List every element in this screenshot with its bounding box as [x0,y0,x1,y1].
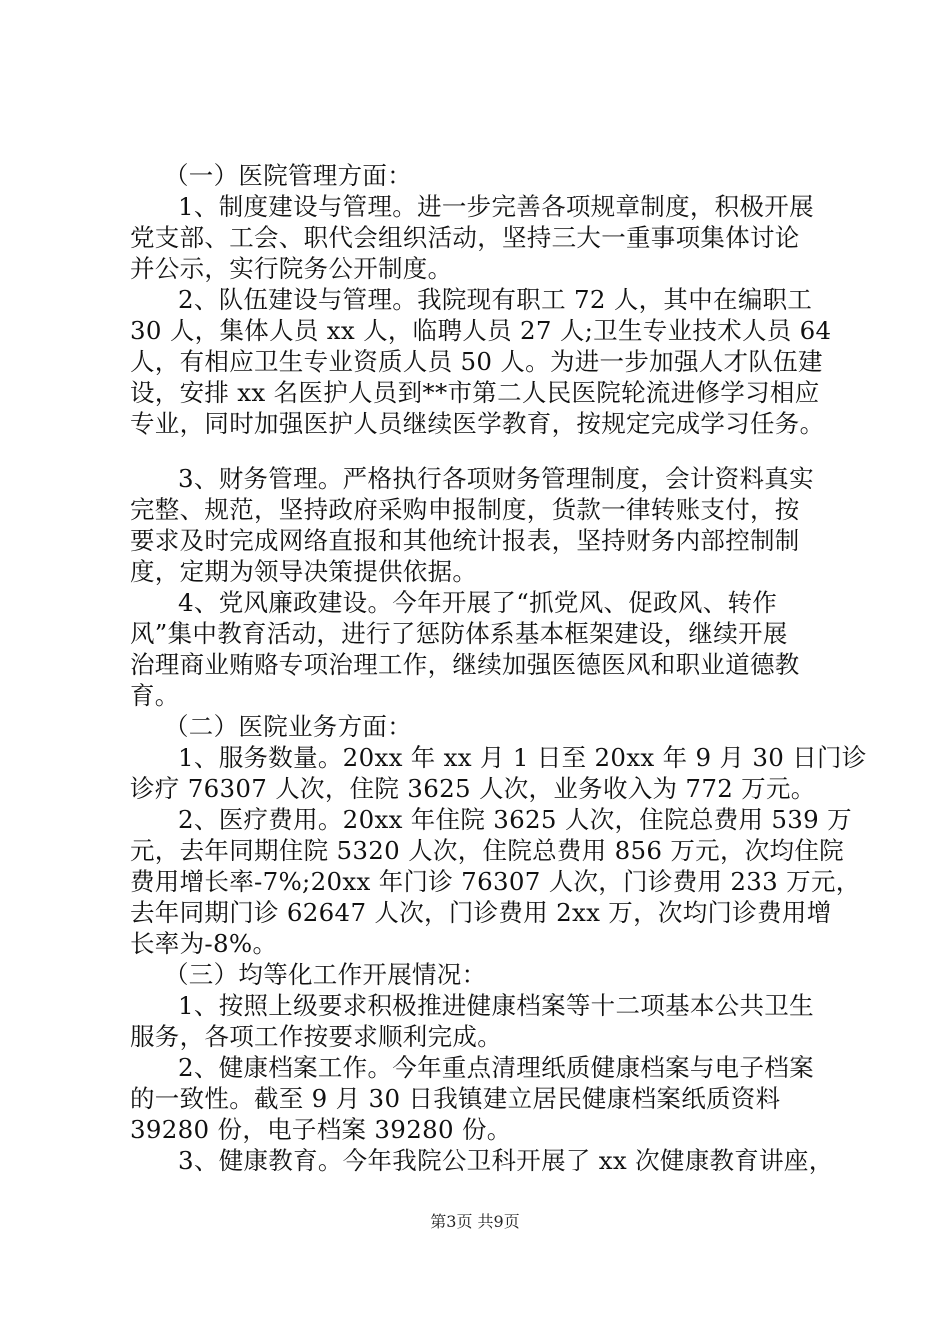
paragraph-line: 治理商业贿赂专项治理工作，继续加强医德医风和职业道德教 [130,650,800,679]
paragraph-line: 诊疗 76307 人次，住院 3625 人次，业务收入为 772 万元。 [130,774,816,803]
paragraph-gap [130,439,830,463]
paragraph-line: 人，有相应卫生专业资质人员 50 人。为进一步加强人才队伍建 [130,347,823,376]
paragraph-line: 2、健康档案工作。今年重点清理纸质健康档案与电子档案 [178,1053,814,1082]
paragraph-line: 服务，各项工作按要求顺利完成。 [130,1022,502,1051]
paragraph-line: 完整、规范，坚持政府采购申报制度，货款一律转账支付，按 [130,495,800,524]
paragraph-line: 育。 [130,681,180,710]
section-heading-1: （一）医院管理方面： [164,161,412,190]
paragraph-line: 4、党风廉政建设。今年开展了“抓党风、促政风、转作 [178,588,778,617]
paragraph-line: 1、服务数量。20xx 年 xx 月 1 日至 20xx 年 9 月 30 日门诊 [178,743,867,772]
section-heading-3: （三）均等化工作开展情况： [164,960,487,989]
paragraph-line: 要求及时完成网络直报和其他统计报表，坚持财务内部控制制 [130,526,800,555]
paragraph-line: 专业，同时加强医护人员继续医学教育，按规定完成学习任务。 [130,409,825,438]
paragraph-line: 度，定期为领导决策提供依据。 [130,557,478,586]
paragraph-line: 1、制度建设与管理。进一步完善各项规章制度，积极开展 [178,192,814,221]
paragraph-line: 30 人，集体人员 xx 人，临聘人员 27 人;卫生专业技术人员 64 [130,316,832,345]
paragraph-line: 3、财务管理。严格执行各项财务管理制度，会计资料真实 [178,464,814,493]
page-footer: 第3页 共9页 [430,1212,520,1231]
paragraph-line: 的一致性。截至 9 月 30 日我镇建立居民健康档案纸质资料 [130,1084,781,1113]
paragraph-line: 去年同期门诊 62647 人次，门诊费用 2xx 万，次均门诊费用增 [130,898,832,927]
paragraph-line: 1、按照上级要求积极推进健康档案等十二项基本公共卫生 [178,991,814,1020]
paragraph-line: 元，去年同期住院 5320 人次，住院总费用 856 万元，次均住院 [130,836,844,865]
paragraph-line: 长率为-8%。 [130,929,278,958]
document-body [130,160,867,1176]
paragraph-line: 费用增长率-7%;20xx 年门诊 76307 人次，门诊费用 233 万元， [130,867,861,896]
section-heading-2: （二）医院业务方面： [164,712,412,741]
paragraph-line: 党支部、工会、职代会组织活动，坚持三大一重事项集体讨论 [130,223,800,252]
paragraph-line: 并公示，实行院务公开制度。 [130,254,453,283]
paragraph-line: 2、医疗费用。20xx 年住院 3625 人次，住院总费用 539 万 [178,805,852,834]
paragraph-line: 39280 份，电子档案 39280 份。 [130,1115,512,1144]
paragraph-line: 风”集中教育活动，进行了惩防体系基本框架建设，继续开展 [130,619,788,648]
paragraph-line: 设，安排 xx 名医护人员到**市第二人民医院轮流进修学习相应 [130,378,820,407]
paragraph-line: 2、队伍建设与管理。我院现有职工 72 人，其中在编职工 [178,285,813,314]
paragraph-line: 3、健康教育。今年我院公卫科开展了 xx 次健康教育讲座， [178,1146,834,1175]
